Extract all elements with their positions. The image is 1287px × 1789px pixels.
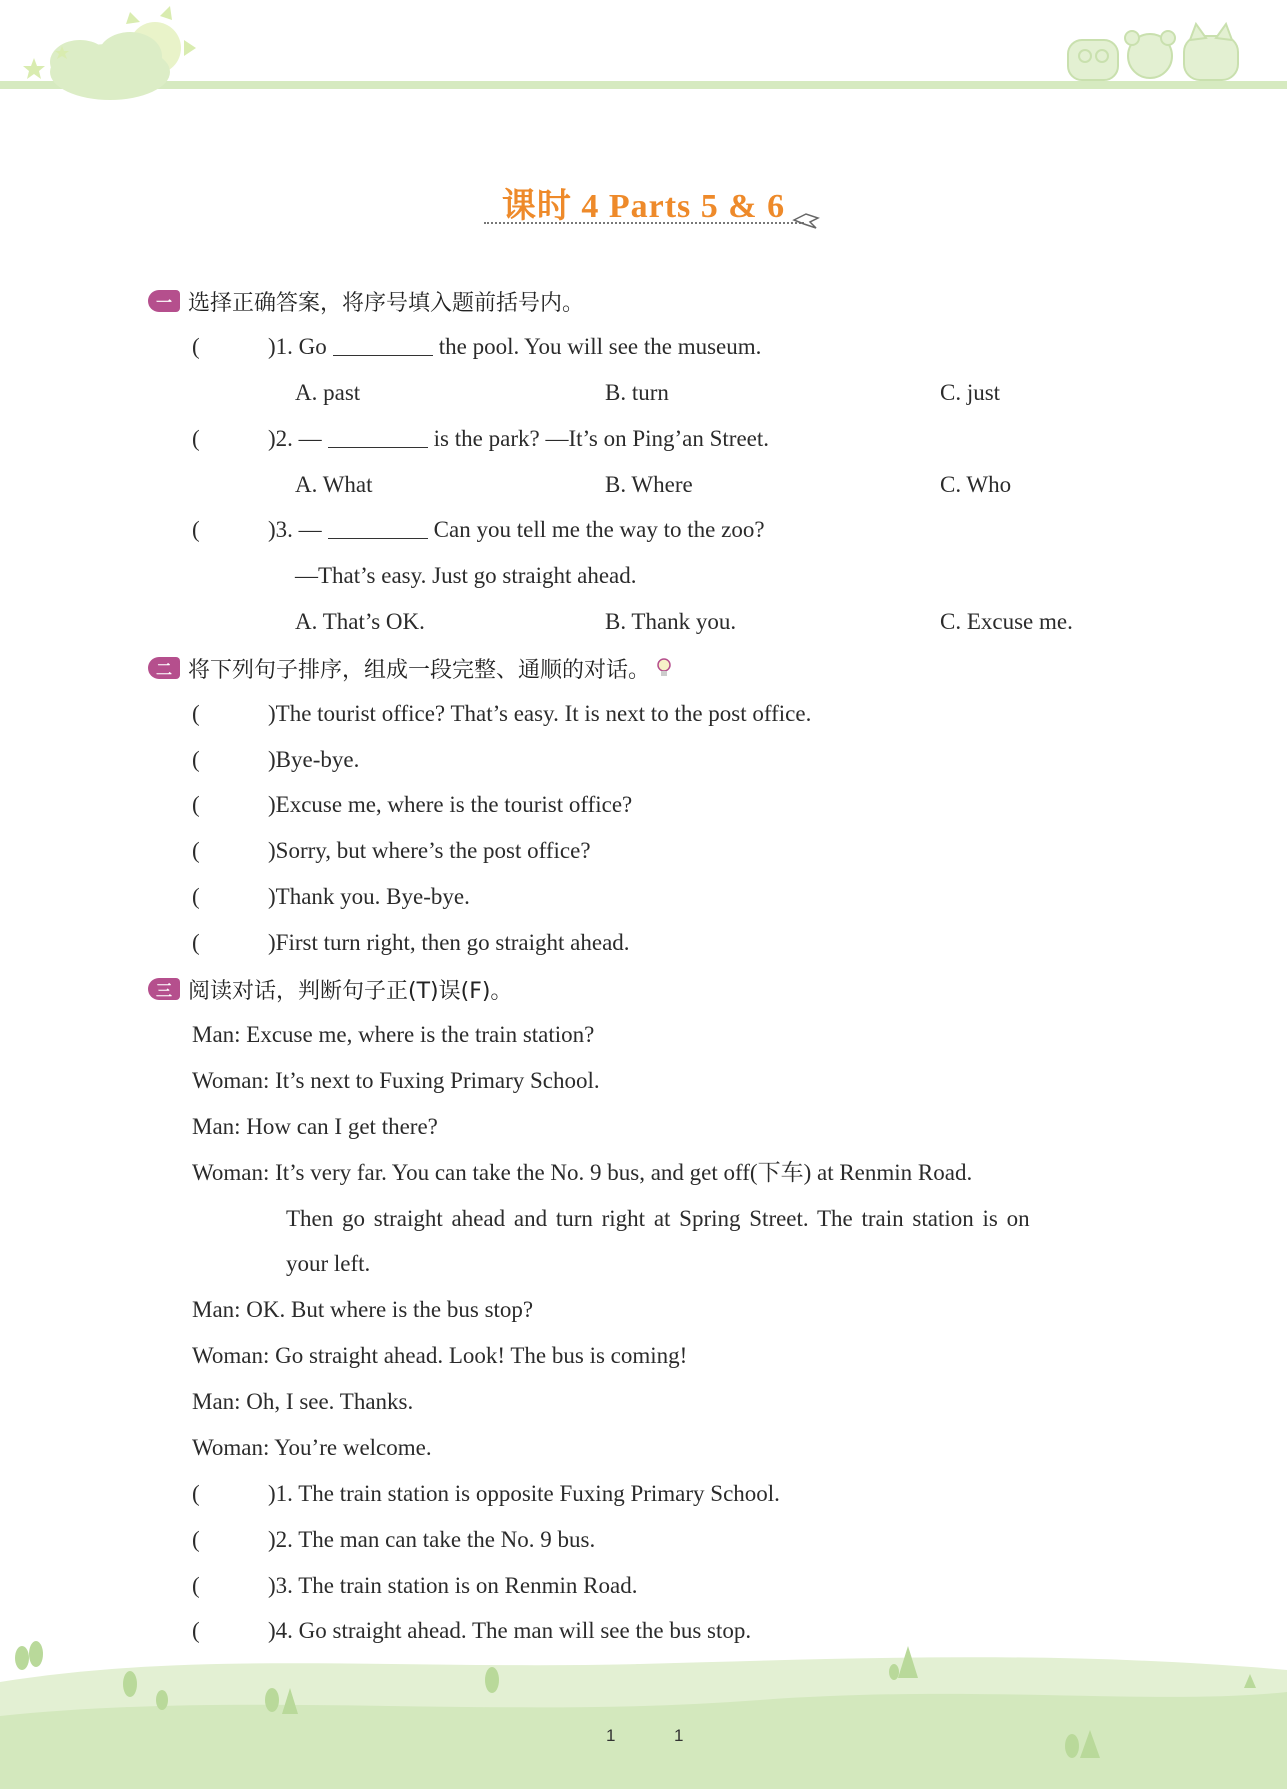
- answer-bracket[interactable]: (: [192, 792, 200, 817]
- answer-bracket[interactable]: (: [192, 884, 200, 909]
- answer-blank[interactable]: [328, 514, 428, 539]
- dialogue-line: Man: Excuse me, where is the train station?: [192, 1022, 595, 1047]
- question-number: )1. Go: [268, 334, 327, 359]
- answer-blank[interactable]: [328, 423, 428, 448]
- section-3-instruction: 阅读对话，判断句子正(T)误(F)。: [188, 978, 513, 1004]
- section-1-badge: 一: [148, 290, 180, 312]
- option-a: A. past: [295, 380, 361, 405]
- section-2-heading: [148, 651, 672, 685]
- question-text: is the park? —It’s on Ping’an Street.: [433, 426, 770, 451]
- answer-bracket[interactable]: (: [192, 1481, 200, 1506]
- question-2: [192, 422, 769, 456]
- dialogue-line: Woman: It’s next to Fuxing Primary School.: [192, 1068, 600, 1093]
- dialogue-line-continued: Then go straight ahead and turn right at Spring Street. The train station is on: [286, 1206, 1030, 1231]
- order-item-text: )Sorry, but where’s the post office?: [268, 838, 591, 863]
- order-item-text: )Thank you. Bye-bye.: [268, 884, 470, 909]
- order-item: [192, 926, 630, 960]
- answer-bracket[interactable]: (: [192, 1527, 200, 1552]
- option-b: B. turn: [605, 380, 669, 405]
- answer-bracket[interactable]: (: [192, 838, 200, 863]
- tf-statement: [192, 1569, 637, 1603]
- question-3: [192, 513, 765, 547]
- tf-statement: [192, 1477, 780, 1511]
- tf-statement-text: )4. Go straight ahead. The man will see the bus stop.: [268, 1618, 752, 1643]
- section-2-instruction: 将下列句子排序，组成一段完整、通顺的对话。: [188, 657, 651, 683]
- order-item-text: )Bye-bye.: [268, 747, 360, 772]
- question-1: [192, 330, 761, 364]
- section-2-badge: 二: [148, 657, 180, 679]
- tf-statement-text: )3. The train station is on Renmin Road.: [268, 1573, 638, 1598]
- header-decoration: [0, 0, 1287, 130]
- order-item-text: )First turn right, then go straight ahead.: [268, 930, 630, 955]
- order-item: [192, 880, 470, 914]
- option-c: C. Who: [940, 472, 1012, 497]
- section-1-heading: [148, 284, 584, 318]
- dialogue-line: Man: OK. But where is the bus stop?: [192, 1297, 534, 1322]
- option-a: A. What: [295, 472, 373, 497]
- option-c: C. just: [940, 380, 1001, 405]
- answer-bracket-open: (: [192, 517, 200, 542]
- order-item-text: )Excuse me, where is the tourist office?: [268, 792, 633, 817]
- animal-friends-icon: [1068, 24, 1238, 80]
- dialogue-line: Woman: You’re welcome.: [192, 1435, 432, 1460]
- tf-statement-text: )1. The train station is opposite Fuxing Primary School.: [268, 1481, 780, 1506]
- dialogue-line-continued: your left.: [286, 1251, 371, 1276]
- dialogue-line: Woman: Go straight ahead. Look! The bus is coming!: [192, 1343, 688, 1368]
- answer-bracket[interactable]: (: [192, 930, 200, 955]
- question-text: Can you tell me the way to the zoo?: [433, 517, 765, 542]
- lightbulb-icon: [656, 658, 672, 678]
- option-c: C. Excuse me.: [940, 609, 1073, 634]
- answer-bracket[interactable]: (: [192, 747, 200, 772]
- option-b: B. Thank you.: [605, 609, 737, 634]
- section-1-instruction: 选择正确答案，将序号填入题前括号内。: [188, 290, 585, 316]
- answer-bracket[interactable]: (: [192, 1573, 200, 1598]
- order-item: [192, 788, 632, 822]
- order-item: [192, 743, 359, 777]
- order-item: [192, 834, 591, 868]
- option-a: A. That’s OK.: [295, 609, 425, 634]
- lesson-title: 课时 4 Parts 5 & 6: [501, 188, 786, 225]
- page-number-right: 1: [674, 1726, 684, 1745]
- answer-bracket[interactable]: (: [192, 701, 200, 726]
- answer-blank[interactable]: [333, 331, 433, 356]
- answer-bracket-open: (: [192, 334, 200, 359]
- question-text: the pool. You will see the museum.: [438, 334, 762, 359]
- answer-bracket[interactable]: (: [192, 1618, 200, 1643]
- tf-statement: [192, 1523, 595, 1557]
- option-b: B. Where: [605, 472, 693, 497]
- page-number-left: 1: [606, 1726, 616, 1745]
- tf-statement-text: )2. The man can take the No. 9 bus.: [268, 1527, 596, 1552]
- dialogue-line: Man: How can I get there?: [192, 1114, 438, 1139]
- order-item: [192, 697, 811, 731]
- title-underline: [484, 222, 804, 224]
- section-3-heading: [148, 972, 512, 1006]
- cloud-icon: [50, 32, 170, 100]
- dialogue-line: Woman: It’s very far. You can take the No. 9 bus, and get off(下车) at Renmin Road.: [192, 1160, 973, 1185]
- section-3-badge: 三: [148, 978, 180, 1000]
- dialogue-line: Man: Oh, I see. Thanks.: [192, 1389, 414, 1414]
- question-3-response: —That’s easy. Just go straight ahead.: [295, 563, 637, 588]
- footer-landscape: [0, 1630, 1287, 1789]
- question-number: )2. —: [268, 426, 322, 451]
- bird-icon: [792, 210, 822, 230]
- answer-bracket-open: (: [192, 426, 200, 451]
- question-number: )3. —: [268, 517, 322, 542]
- order-item-text: )The tourist office? That’s easy. It is next to the post office.: [268, 701, 812, 726]
